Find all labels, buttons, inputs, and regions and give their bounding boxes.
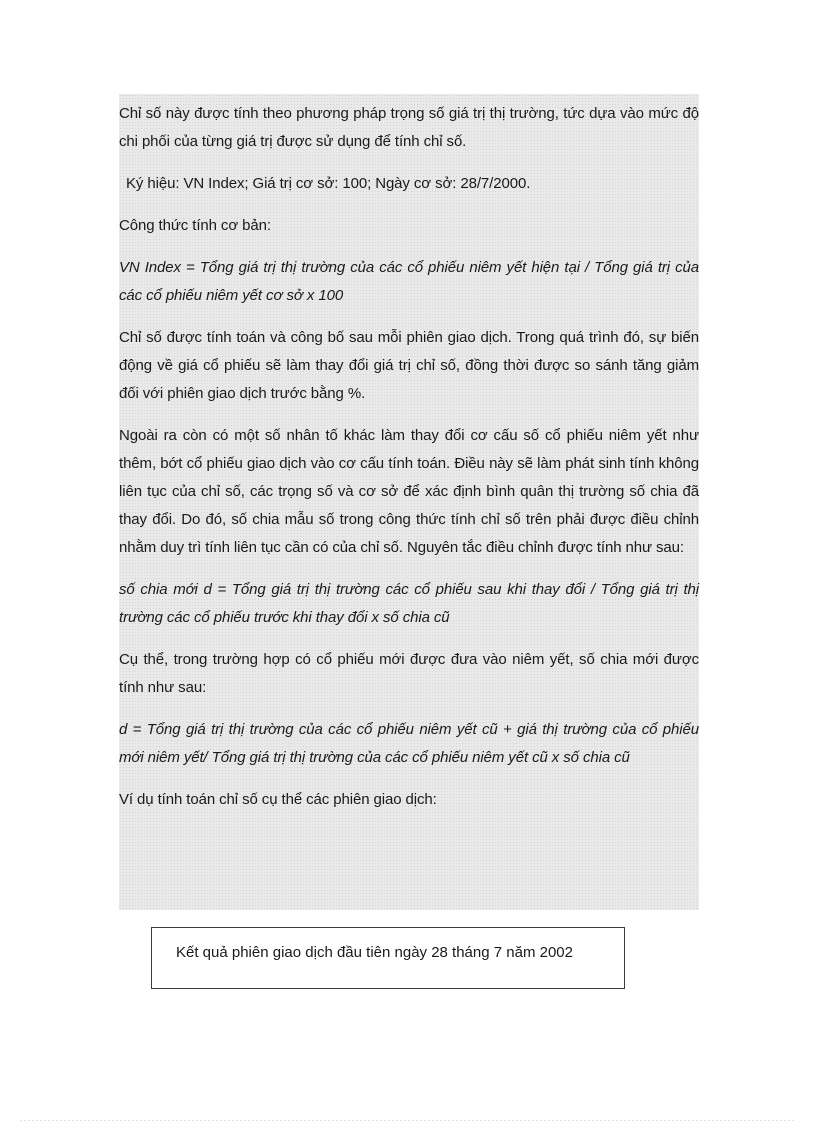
- bottom-divider: [20, 1120, 796, 1121]
- formula-d: d = Tổng giá trị thị trường của các cổ phiếu niêm yết cũ + giá thị trường của cổ phiếu mới niêm yết/ Tổng giá trị thị trường của các cổ phiếu niêm yết cũ x số chia cũ: [119, 721, 699, 766]
- paragraph-example: Ví dụ tính toán chỉ số cụ thể các phiên giao dịch:: [119, 791, 437, 808]
- paragraph-new-listing: Cụ thể, trong trường hợp có cổ phiếu mới được đưa vào niêm yết, số chia mới được tính như sau:: [119, 651, 699, 696]
- paragraph-publication: Chỉ số được tính toán và công bố sau mỗi phiên giao dịch. Trong quá trình đó, sự biến động về giá cổ phiếu sẽ làm thay đổi giá trị chỉ số, đồng thời được so sánh tăng giảm đối với phiên giao dịch trước bằng %.: [119, 329, 699, 402]
- paragraph-index-method: Chỉ số này được tính theo phương pháp trọng số giá trị thị trường, tức dựa vào mức độ chi phối của từng giá trị được sử dụng để tính chỉ số.: [119, 105, 699, 150]
- paragraph-formula-heading: Công thức tính cơ bản:: [119, 217, 271, 234]
- shaded-text-block: [119, 94, 699, 910]
- formula-new-divisor: số chia mới d = Tổng giá trị thị trường các cổ phiếu sau khi thay đổi / Tổng giá trị thị trường các cổ phiếu trước khi thay đổi x số chia cũ: [119, 581, 699, 626]
- formula-vn-index: VN Index = Tổng giá trị thị trường của các cổ phiếu niêm yết hiện tại / Tổng giá trị của các cổ phiếu niêm yết cơ sở x 100: [119, 259, 699, 304]
- result-box: Kết quả phiên giao dịch đầu tiên ngày 28 tháng 7 năm 2002: [151, 927, 625, 989]
- paragraph-symbol: Ký hiệu: VN Index; Giá trị cơ sở: 100; Ngày cơ sở: 28/7/2000.: [126, 175, 531, 192]
- paragraph-adjustment: Ngoài ra còn có một số nhân tố khác làm thay đổi cơ cấu số cổ phiếu niêm yết như thêm, bớt cổ phiếu giao dịch vào cơ cấu tính toán. Điều này sẽ làm phát sinh tính không liên tục của chỉ số, các trọng số và cơ sở để xác định bình quân thị trường số chia đã thay đổi. Do đó, số chia mẫu số trong công thức tính chỉ số trên phải được điều chỉnh nhằm duy trì tính liên tục cần có của chỉ số. Nguyên tắc điều chỉnh được tính như sau:: [119, 427, 699, 556]
